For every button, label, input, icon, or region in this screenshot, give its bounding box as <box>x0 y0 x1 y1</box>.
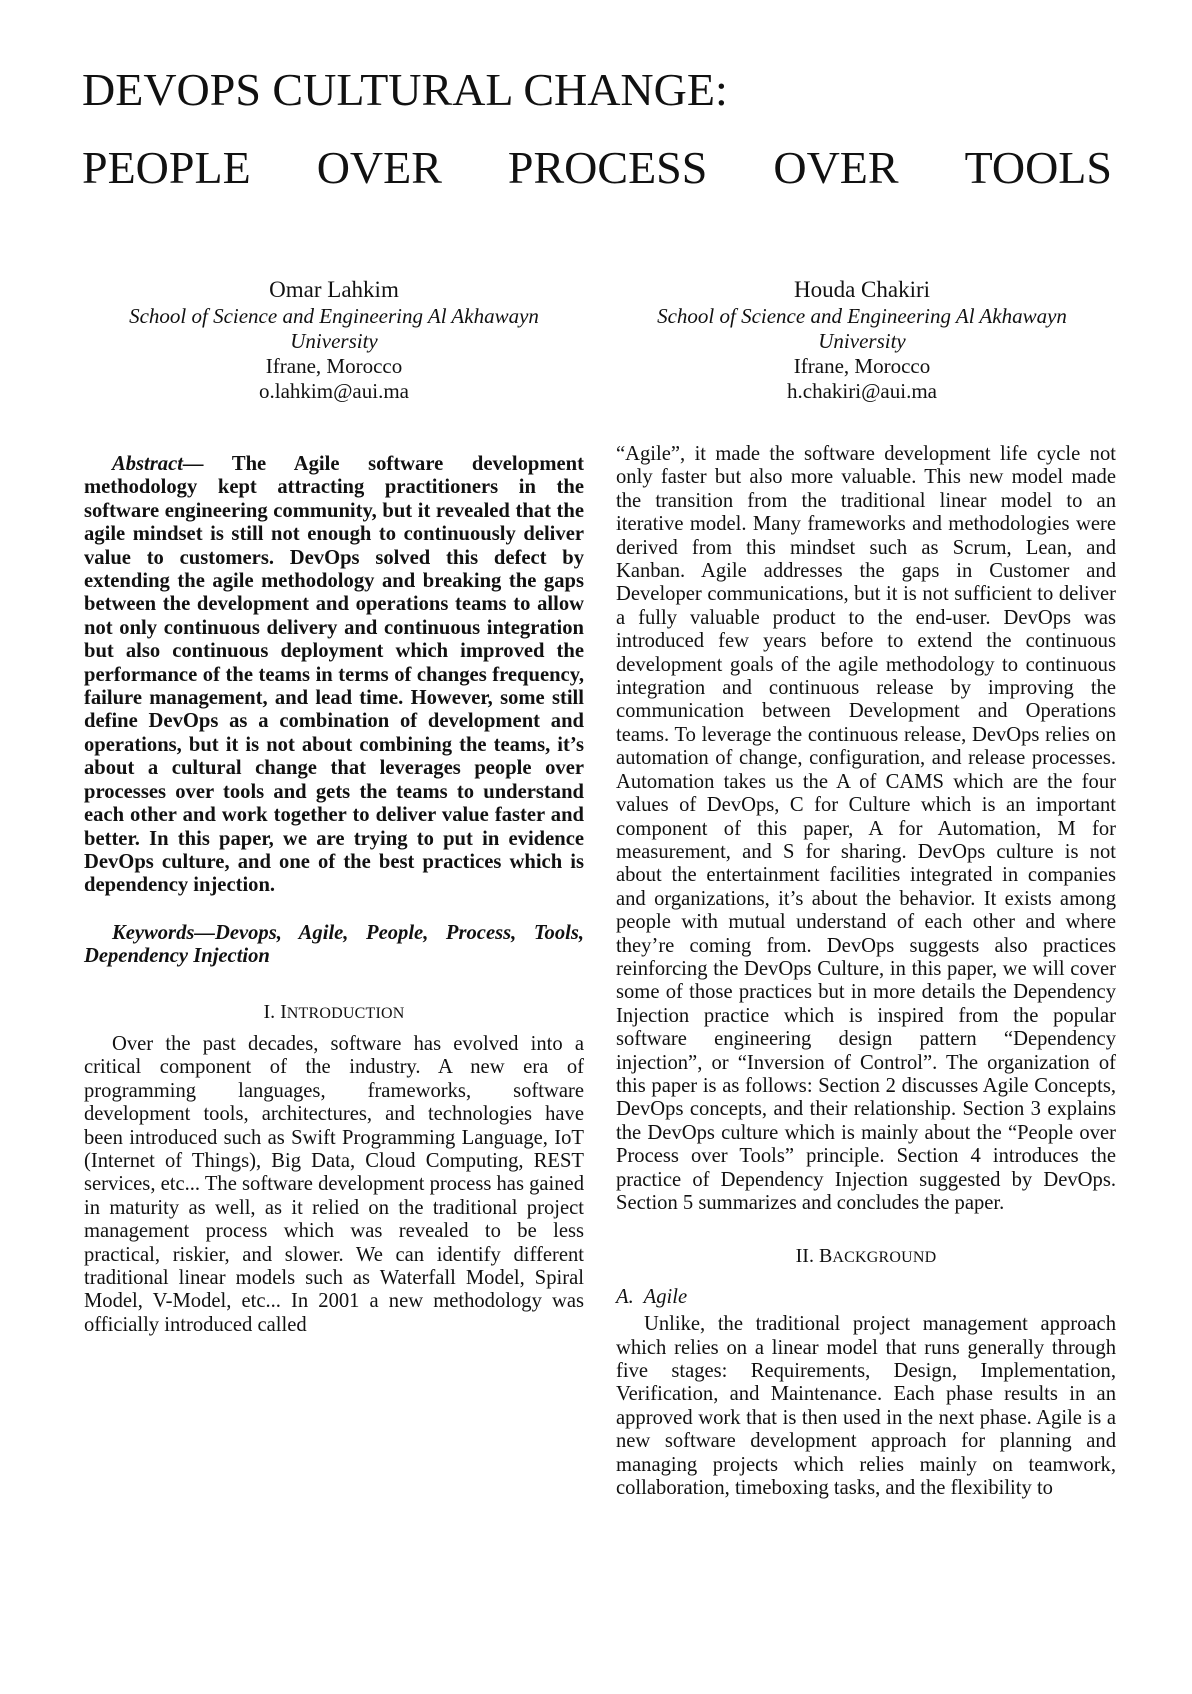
abstract-text: The Agile software development methodology kept attracting practitioners in the software engineering community, but it revealed that the agile mindset is still not enough to continuously deliver value to customers. DevOps solved this defect by extending the agile methodology and breaking the gaps between the development and operations teams to allow not only continuous delivery and continuous integration but also continuous deployment which improved the performance of the teams in terms of changes frequency, failure management, and lead time. However, some still define DevOps as a combination of development and operations, but it is not about combining the teams, it’s about a cultural change that leverages people over processes over tools and gets the teams to understand each other and work together to deliver value faster and better. In this paper, we are trying to put in evidence DevOps culture, and one of the best practices which is dependency injection. <box>84 453 584 897</box>
agile-paragraph: Unlike, the traditional project management approach which relies on a linear model that runs generally through five stages: Requirements, Design, Implementation, Verification, and Maintenance. Each phase results in an approved work that is then used in the next phase. Agile is a new software development approach for planning and managing projects which relies mainly on teamwork, collaboration, timeboxing tasks, and the flexibility to <box>616 1313 1116 1500</box>
section-numeral: II. <box>795 1245 814 1268</box>
keywords <box>84 922 584 969</box>
section-initial: B <box>818 1245 833 1268</box>
title-word: TOOLS <box>964 142 1112 193</box>
paper-title-line-1: DEVOPS CULTURAL CHANGE: <box>82 64 728 115</box>
title-word: OVER <box>773 142 899 193</box>
paper-title-line-2 <box>82 142 1112 194</box>
right-column <box>616 443 1116 1500</box>
intro-paragraph-continued: “Agile”, it made the software development life cycle not only faster but also more valuable. This new model made the transition from the traditional linear model to an iterative model. Many frameworks and methodologies were derived from this mindset such as Scrum, Lean, and Kanban. Agile addresses the gaps in Customer and Developer communications, but it is not sufficient to deliver a fully valuable product to the end-user. DevOps was introduced few years before to extend the continuous development goals of the agile methodology to continuous integration and continuous release by improving the communication between Development and Operations teams. To leverage the continuous release, DevOps relies on automation of change, configuration, and release processes. Automation takes us the A of CAMS which are the four values of DevOps, C for Culture which is an important component of this paper, A for Automation, M for measurement, and S for sharing. DevOps culture is not about the entertainment facilities integrated in companies and organizations, it’s about the behavior. It exists among people with mutual understand of each other and where they’re coming from. DevOps suggests also practices reinforcing the DevOps Culture, in this paper, we will cover some of those practices but in more details the Dependency Injection practice which is inspired from the popular software engineering design pattern “Dependency injection”, or “Inversion of Control”. The organization of this paper is as follows: Section 2 discusses Agile Concepts, DevOps concepts, and their relationship. Section 3 explains the DevOps culture which is mainly about the “People over Process over Tools” principle. Section 4 introduces the practice of Dependency Injection suggested by DevOps. Section 5 summarizes and concludes the paper. <box>616 443 1116 1214</box>
author-email: h.chakiri@aui.ma <box>787 379 937 403</box>
abstract-label: Abstract— <box>112 453 204 475</box>
author-affiliation: School of Science and Engineering Al Akhawayn <box>657 304 1067 328</box>
author-affiliation: School of Science and Engineering Al Akhawayn <box>129 304 539 328</box>
subsection-heading-agile <box>616 1286 1116 1309</box>
section-title-rest: NTRODUCTION <box>286 1004 405 1022</box>
author-block-2 <box>632 276 1092 404</box>
subsection-title: Agile <box>643 1285 688 1308</box>
subsection-label: A. <box>616 1285 634 1308</box>
author-name: Houda Chakiri <box>793 277 931 302</box>
title-word: OVER <box>316 142 442 193</box>
section-heading-background <box>616 1245 1116 1269</box>
author-block-1 <box>104 276 564 404</box>
section-numeral: I. <box>263 1000 276 1023</box>
title-word: PEOPLE <box>82 142 251 193</box>
author-affiliation: University <box>818 329 906 353</box>
author-location: Ifrane, Morocco <box>265 354 403 378</box>
keywords-label: Keywords— <box>112 921 215 944</box>
author-name: Omar Lahkim <box>269 277 399 302</box>
keywords-text: Devops, Agile, People, Process, Tools, Dependency Injection <box>84 921 584 968</box>
title-word: PROCESS <box>507 142 708 193</box>
section-title-rest: ACKGROUND <box>832 1249 937 1267</box>
author-email: o.lahkim@aui.ma <box>259 379 409 403</box>
abstract <box>84 453 584 898</box>
section-initial: I <box>280 1000 287 1023</box>
author-affiliation: University <box>290 329 378 353</box>
section-heading-introduction <box>84 1001 584 1025</box>
left-column <box>84 453 584 1337</box>
author-location: Ifrane, Morocco <box>793 354 931 378</box>
intro-paragraph: Over the past decades, software has evolved into a critical component of the industry. A new era of programming languages, frameworks, software development tools, architectures, and technologies have been introduced such as Swift Programming Language, IoT (Internet of Things), Big Data, Cloud Computing, REST services, etc... The software development process has gained in maturity as well, as it relied on the traditional project management process which was revealed to be less practical, riskier, and slower. We can identify different traditional linear models such as Waterfall Model, Spiral Model, V-Model, etc... In 2001 a new methodology was officially introduced called <box>84 1032 584 1336</box>
